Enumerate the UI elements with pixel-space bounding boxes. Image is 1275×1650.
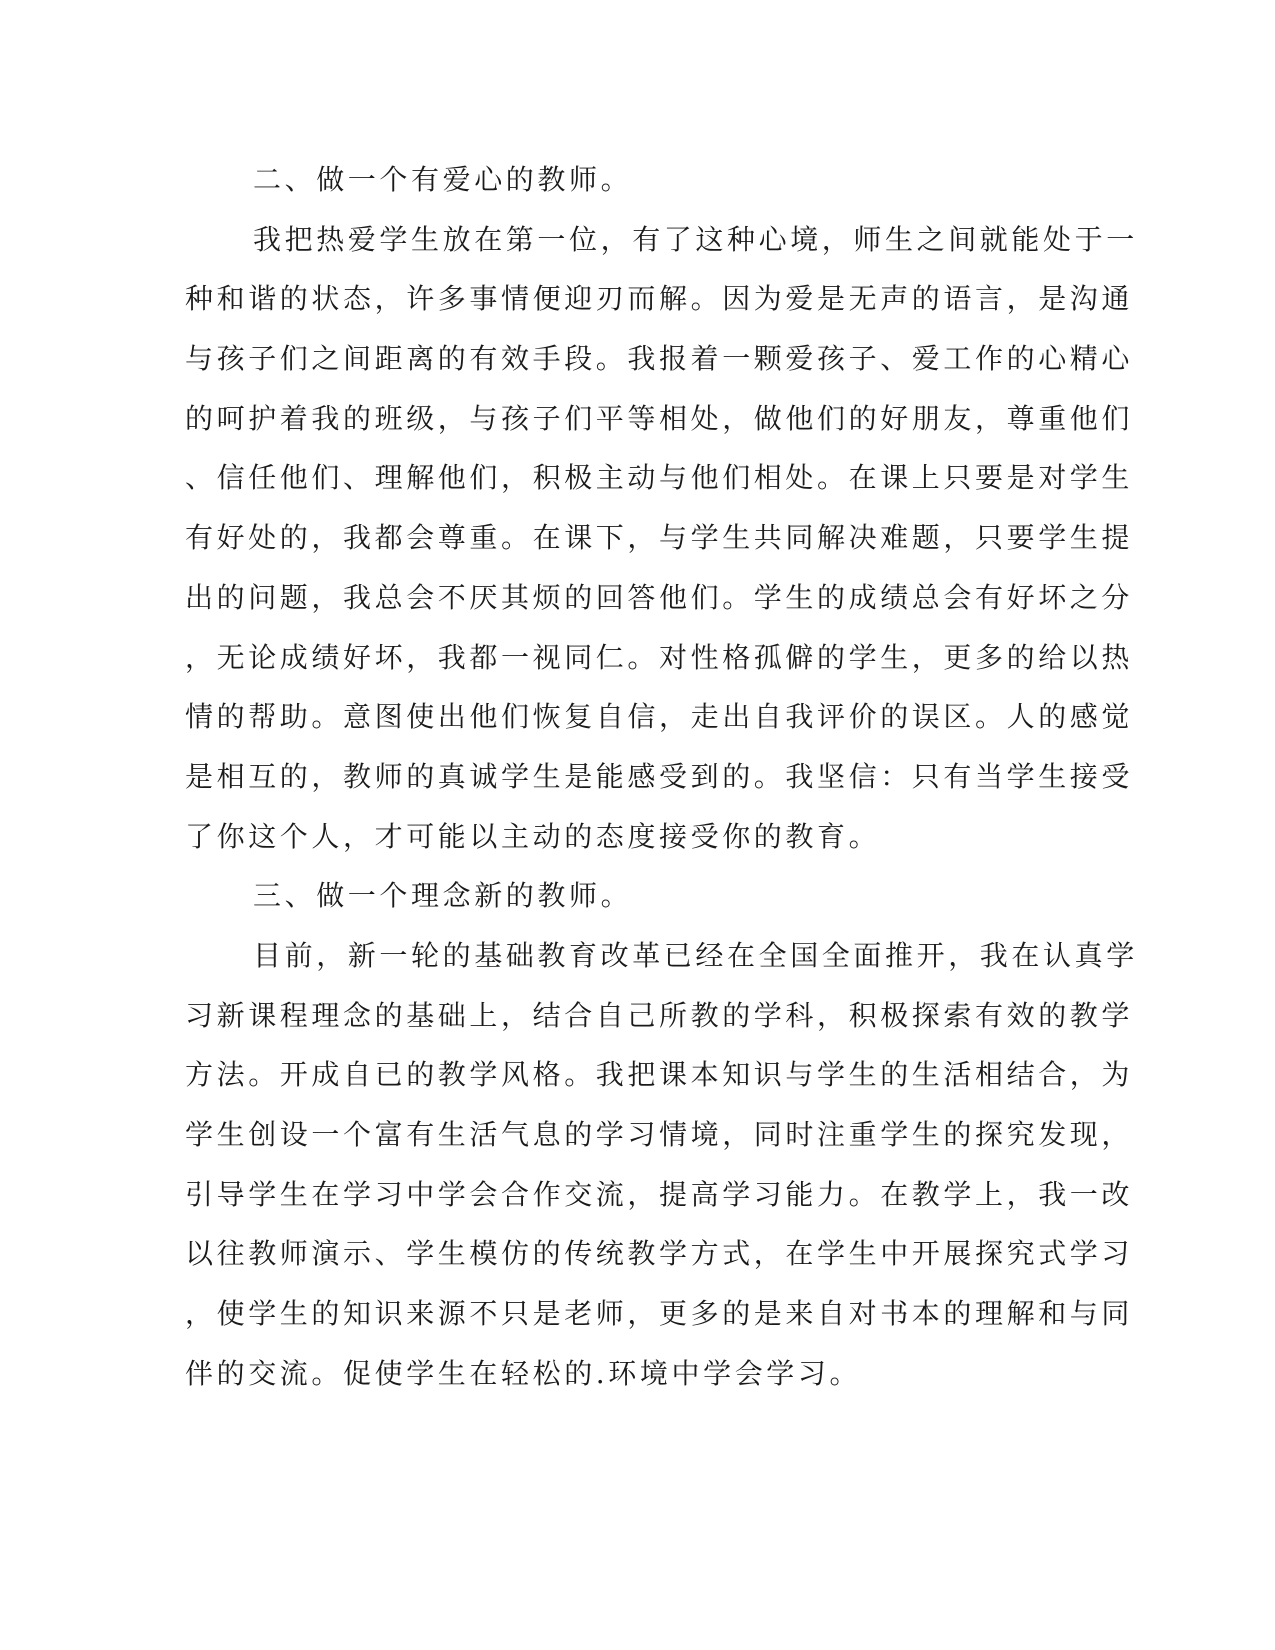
paragraph-line: 了你这个人，才可能以主动的态度接受你的教育。 [185, 819, 881, 853]
paragraph-line: 习新课程理念的基础上，结合自己所教的学科，积极探索有效的教学 [185, 998, 1134, 1032]
section-heading: 三、做一个理念新的教师。 [253, 879, 633, 913]
paragraph-line: 情的帮助。意图使出他们恢复自信，走出自我评价的误区。人的感觉 [185, 700, 1134, 734]
paragraph-line: 有好处的，我都会尊重。在课下，与学生共同解决难题，只要学生提 [185, 521, 1134, 555]
paragraph-line: 与孩子们之间距离的有效手段。我报着一颗爱孩子、爱工作的心精心 [185, 342, 1134, 376]
paragraph-line: 伴的交流。促使学生在轻松的.环境中学会学习。 [185, 1356, 862, 1390]
paragraph-line: 的呵护着我的班级，与孩子们平等相处，做他们的好朋友，尊重他们 [185, 401, 1134, 435]
paragraph-line: 我把热爱学生放在第一位，有了这种心境，师生之间就能处于一 [253, 222, 1138, 256]
paragraph-line: ，使学生的知识来源不只是老师，更多的是来自对书本的理解和与同 [185, 1297, 1134, 1331]
paragraph-line: 种和谐的状态，许多事情便迎刃而解。因为爱是无声的语言，是沟通 [185, 282, 1134, 316]
paragraph-line: 是相互的，教师的真诚学生是能感受到的。我坚信：只有当学生接受 [185, 759, 1134, 793]
paragraph-line: ，无论成绩好坏，我都一视同仁。对性格孤僻的学生，更多的给以热 [185, 640, 1134, 674]
paragraph-line: 学生创设一个富有生活气息的学习情境，同时注重学生的探究发现， [185, 1118, 1134, 1151]
document-body [185, 150, 1138, 1403]
paragraph-line: 出的问题，我总会不厌其烦的回答他们。学生的成绩总会有好坏之分 [185, 580, 1134, 614]
section-heading: 二、做一个有爱心的教师。 [253, 163, 633, 196]
paragraph-line: 以往教师演示、学生模仿的传统教学方式，在学生中开展探究式学习 [185, 1237, 1134, 1271]
paragraph-line: 目前，新一轮的基础教育改革已经在全国全面推开，我在认真学 [253, 938, 1138, 972]
paragraph-line: 、信任他们、理解他们，积极主动与他们相处。在课上只要是对学生 [185, 461, 1134, 495]
paragraph-line: 引导学生在学习中学会合作交流，提高学习能力。在教学上，我一改 [185, 1177, 1134, 1211]
paragraph-line: 方法。开成自已的教学风格。我把课本知识与学生的生活相结合，为 [185, 1058, 1134, 1092]
